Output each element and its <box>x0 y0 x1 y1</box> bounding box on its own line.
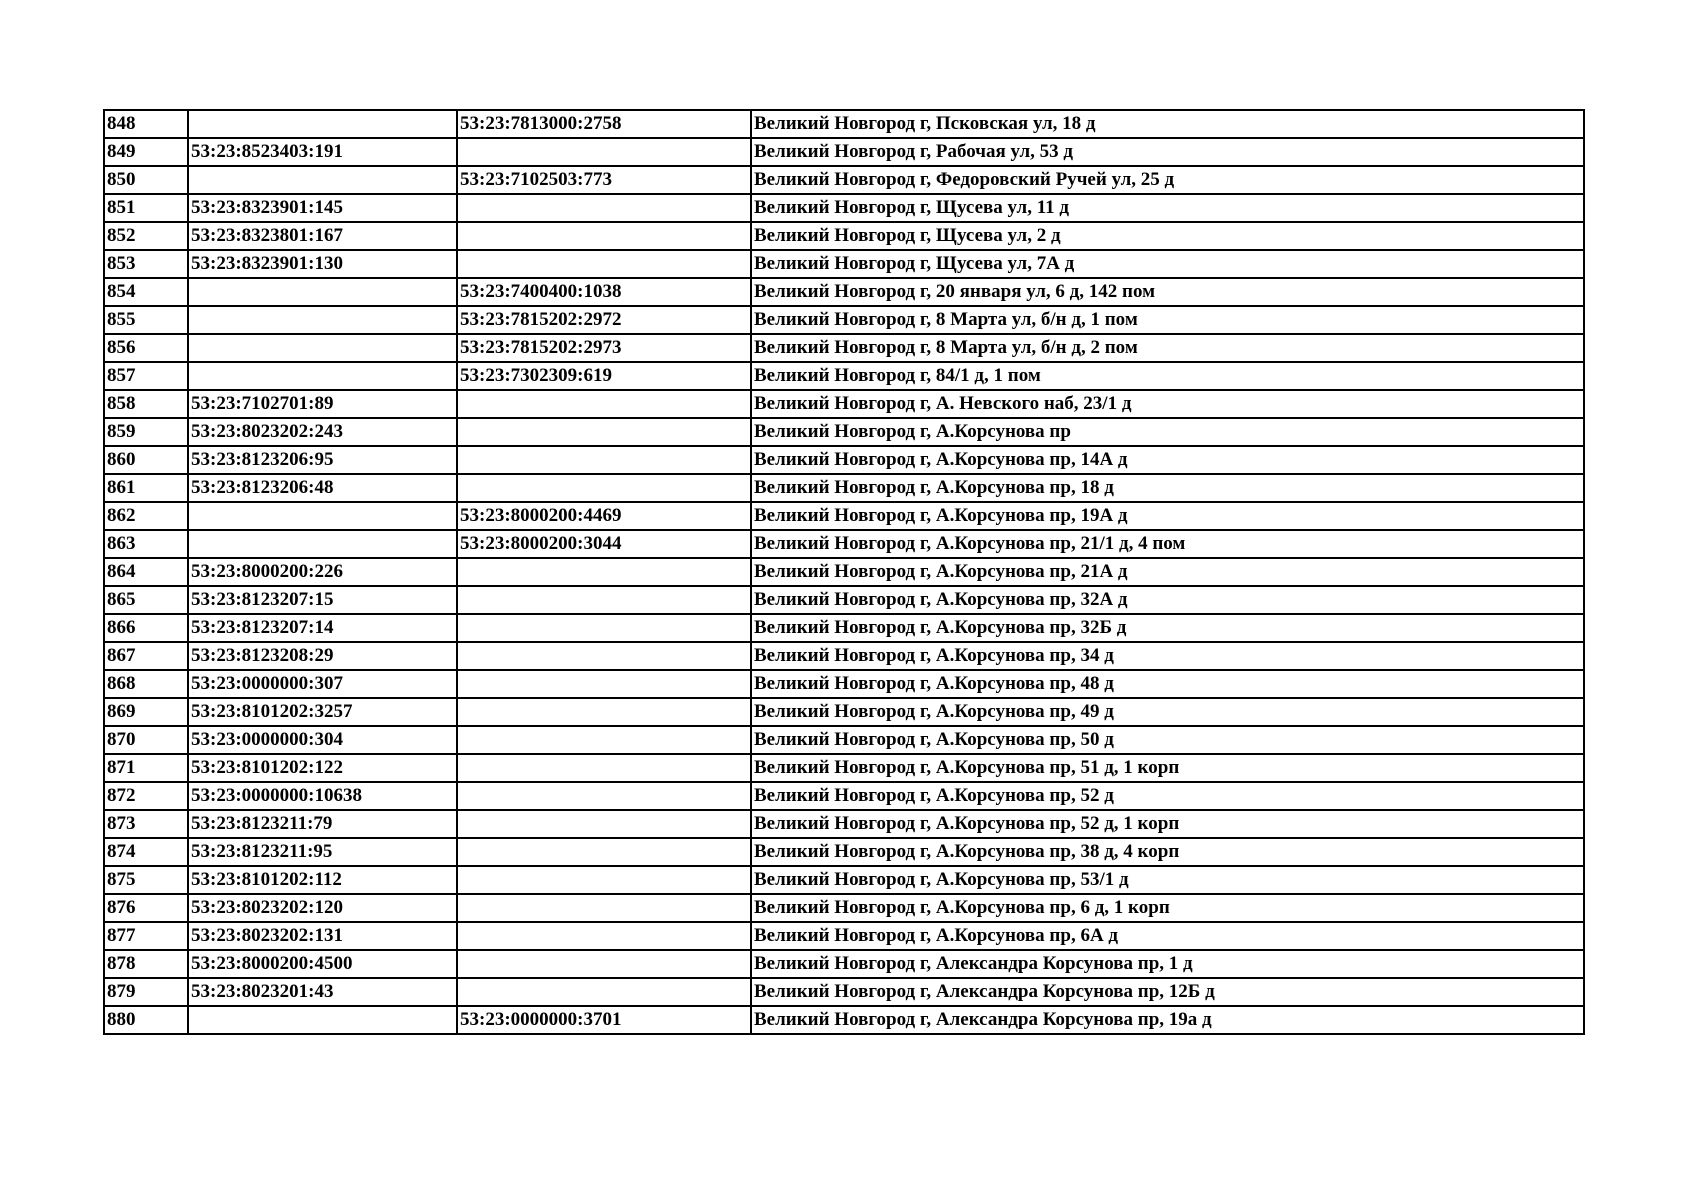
cadastral-number-alt-cell <box>457 894 751 922</box>
cadastral-number-alt-cell: 53:23:7302309:619 <box>457 362 751 390</box>
cadastral-number-cell: 53:23:8101202:112 <box>188 866 457 894</box>
row-number-cell: 874 <box>104 838 188 866</box>
address-cell: Великий Новгород г, А.Корсунова пр, 49 д <box>751 698 1584 726</box>
table-row <box>104 278 1584 306</box>
address-cell: Великий Новгород г, 20 января ул, 6 д, 142 пом <box>751 278 1584 306</box>
address-cell: Великий Новгород г, Александра Корсунова пр, 19а д <box>751 1006 1584 1034</box>
cadastral-number-alt-cell <box>457 558 751 586</box>
row-number-cell: 866 <box>104 614 188 642</box>
address-cell: Великий Новгород г, Щусева ул, 7А д <box>751 250 1584 278</box>
row-number-cell: 872 <box>104 782 188 810</box>
table-row <box>104 222 1584 250</box>
cadastral-number-alt-cell <box>457 446 751 474</box>
address-cell: Великий Новгород г, А.Корсунова пр, 48 д <box>751 670 1584 698</box>
address-cell: Великий Новгород г, А.Корсунова пр, 32Б д <box>751 614 1584 642</box>
cadastral-number-cell: 53:23:7102701:89 <box>188 390 457 418</box>
row-number-cell: 859 <box>104 418 188 446</box>
cadastral-number-alt-cell <box>457 782 751 810</box>
table-row <box>104 698 1584 726</box>
row-number-cell: 857 <box>104 362 188 390</box>
address-cell: Великий Новгород г, А.Корсунова пр, 18 д <box>751 474 1584 502</box>
address-cell: Великий Новгород г, Щусева ул, 2 д <box>751 222 1584 250</box>
cadastral-number-cell <box>188 1006 457 1034</box>
cadastral-number-alt-cell <box>457 138 751 166</box>
cadastral-number-cell <box>188 306 457 334</box>
row-number-cell: 873 <box>104 810 188 838</box>
table-row <box>104 614 1584 642</box>
cadastral-number-cell <box>188 530 457 558</box>
property-table <box>103 109 1585 1035</box>
cadastral-number-alt-cell <box>457 642 751 670</box>
cadastral-number-alt-cell: 53:23:7815202:2973 <box>457 334 751 362</box>
cadastral-number-cell: 53:23:8023201:43 <box>188 978 457 1006</box>
table-row <box>104 474 1584 502</box>
cadastral-number-cell: 53:23:8323901:145 <box>188 194 457 222</box>
row-number-cell: 862 <box>104 502 188 530</box>
address-cell: Великий Новгород г, А.Корсунова пр, 21/1 д, 4 пом <box>751 530 1584 558</box>
address-cell: Великий Новгород г, А.Корсунова пр, 38 д, 4 корп <box>751 838 1584 866</box>
table-row <box>104 166 1584 194</box>
cadastral-number-alt-cell: 53:23:7815202:2972 <box>457 306 751 334</box>
table-row <box>104 306 1584 334</box>
cadastral-number-cell: 53:23:8101202:122 <box>188 754 457 782</box>
row-number-cell: 875 <box>104 866 188 894</box>
row-number-cell: 850 <box>104 166 188 194</box>
document-page <box>103 109 1585 1035</box>
cadastral-number-alt-cell: 53:23:8000200:4469 <box>457 502 751 530</box>
table-row <box>104 390 1584 418</box>
address-cell: Великий Новгород г, А.Корсунова пр, 52 д, 1 корп <box>751 810 1584 838</box>
cadastral-number-alt-cell: 53:23:7400400:1038 <box>457 278 751 306</box>
cadastral-number-alt-cell: 53:23:8000200:3044 <box>457 530 751 558</box>
table-row <box>104 670 1584 698</box>
address-cell: Великий Новгород г, А.Корсунова пр, 21А д <box>751 558 1584 586</box>
row-number-cell: 879 <box>104 978 188 1006</box>
cadastral-number-alt-cell <box>457 866 751 894</box>
cadastral-number-cell: 53:23:8101202:3257 <box>188 698 457 726</box>
cadastral-number-alt-cell <box>457 474 751 502</box>
cadastral-number-cell <box>188 334 457 362</box>
table-row <box>104 110 1584 138</box>
row-number-cell: 880 <box>104 1006 188 1034</box>
cadastral-number-cell <box>188 110 457 138</box>
cadastral-number-cell: 53:23:0000000:304 <box>188 726 457 754</box>
cadastral-number-alt-cell <box>457 922 751 950</box>
address-cell: Великий Новгород г, Александра Корсунова пр, 12Б д <box>751 978 1584 1006</box>
address-cell: Великий Новгород г, А. Невского наб, 23/1 д <box>751 390 1584 418</box>
cadastral-number-cell: 53:23:8123206:95 <box>188 446 457 474</box>
table-row <box>104 194 1584 222</box>
cadastral-number-alt-cell <box>457 698 751 726</box>
address-cell: Великий Новгород г, А.Корсунова пр, 52 д <box>751 782 1584 810</box>
table-row <box>104 1006 1584 1034</box>
row-number-cell: 867 <box>104 642 188 670</box>
cadastral-number-alt-cell <box>457 810 751 838</box>
cadastral-number-cell: 53:23:8123206:48 <box>188 474 457 502</box>
table-row <box>104 810 1584 838</box>
cadastral-number-alt-cell <box>457 754 751 782</box>
cadastral-number-cell: 53:23:8023202:131 <box>188 922 457 950</box>
row-number-cell: 864 <box>104 558 188 586</box>
row-number-cell: 856 <box>104 334 188 362</box>
cadastral-number-alt-cell <box>457 418 751 446</box>
cadastral-number-cell <box>188 166 457 194</box>
row-number-cell: 868 <box>104 670 188 698</box>
cadastral-number-alt-cell <box>457 978 751 1006</box>
row-number-cell: 851 <box>104 194 188 222</box>
cadastral-number-alt-cell <box>457 950 751 978</box>
table-row <box>104 754 1584 782</box>
row-number-cell: 852 <box>104 222 188 250</box>
row-number-cell: 865 <box>104 586 188 614</box>
cadastral-number-cell: 53:23:8323901:130 <box>188 250 457 278</box>
table-row <box>104 558 1584 586</box>
cadastral-number-alt-cell <box>457 614 751 642</box>
cadastral-number-cell: 53:23:8123208:29 <box>188 642 457 670</box>
address-cell: Великий Новгород г, А.Корсунова пр, 34 д <box>751 642 1584 670</box>
address-cell: Великий Новгород г, Александра Корсунова пр, 1 д <box>751 950 1584 978</box>
address-cell: Великий Новгород г, Щусева ул, 11 д <box>751 194 1584 222</box>
cadastral-number-cell <box>188 362 457 390</box>
address-cell: Великий Новгород г, А.Корсунова пр, 50 д <box>751 726 1584 754</box>
row-number-cell: 858 <box>104 390 188 418</box>
address-cell: Великий Новгород г, Псковская ул, 18 д <box>751 110 1584 138</box>
address-cell: Великий Новгород г, А.Корсунова пр, 51 д, 1 корп <box>751 754 1584 782</box>
cadastral-number-alt-cell <box>457 222 751 250</box>
cadastral-number-alt-cell: 53:23:7813000:2758 <box>457 110 751 138</box>
address-cell: Великий Новгород г, Федоровский Ручей ул, 25 д <box>751 166 1584 194</box>
table-row <box>104 446 1584 474</box>
table-row <box>104 950 1584 978</box>
table-row <box>104 334 1584 362</box>
table-row <box>104 138 1584 166</box>
row-number-cell: 870 <box>104 726 188 754</box>
row-number-cell: 871 <box>104 754 188 782</box>
table-row <box>104 838 1584 866</box>
table-row <box>104 502 1584 530</box>
cadastral-number-alt-cell: 53:23:7102503:773 <box>457 166 751 194</box>
row-number-cell: 878 <box>104 950 188 978</box>
address-cell: Великий Новгород г, Рабочая ул, 53 д <box>751 138 1584 166</box>
cadastral-number-cell: 53:23:0000000:10638 <box>188 782 457 810</box>
cadastral-number-cell <box>188 502 457 530</box>
cadastral-number-cell: 53:23:8123211:95 <box>188 838 457 866</box>
row-number-cell: 876 <box>104 894 188 922</box>
row-number-cell: 863 <box>104 530 188 558</box>
table-row <box>104 922 1584 950</box>
cadastral-number-cell: 53:23:8000200:226 <box>188 558 457 586</box>
address-cell: Великий Новгород г, 8 Марта ул, б/н д, 2 пом <box>751 334 1584 362</box>
row-number-cell: 853 <box>104 250 188 278</box>
cadastral-number-alt-cell <box>457 390 751 418</box>
cadastral-number-cell: 53:23:8023202:243 <box>188 418 457 446</box>
address-cell: Великий Новгород г, А.Корсунова пр, 19А д <box>751 502 1584 530</box>
cadastral-number-alt-cell: 53:23:0000000:3701 <box>457 1006 751 1034</box>
cadastral-number-alt-cell <box>457 194 751 222</box>
row-number-cell: 877 <box>104 922 188 950</box>
address-cell: Великий Новгород г, А.Корсунова пр, 6А д <box>751 922 1584 950</box>
row-number-cell: 848 <box>104 110 188 138</box>
row-number-cell: 854 <box>104 278 188 306</box>
address-cell: Великий Новгород г, А.Корсунова пр <box>751 418 1584 446</box>
address-cell: Великий Новгород г, А.Корсунова пр, 14А д <box>751 446 1584 474</box>
cadastral-number-cell: 53:23:8123211:79 <box>188 810 457 838</box>
cadastral-number-cell <box>188 278 457 306</box>
cadastral-number-cell: 53:23:8000200:4500 <box>188 950 457 978</box>
address-cell: Великий Новгород г, 8 Марта ул, б/н д, 1 пом <box>751 306 1584 334</box>
cadastral-number-cell: 53:23:8123207:14 <box>188 614 457 642</box>
cadastral-number-alt-cell <box>457 670 751 698</box>
address-cell: Великий Новгород г, А.Корсунова пр, 32А д <box>751 586 1584 614</box>
cadastral-number-cell: 53:23:8523403:191 <box>188 138 457 166</box>
cadastral-number-alt-cell <box>457 838 751 866</box>
address-cell: Великий Новгород г, А.Корсунова пр, 53/1 д <box>751 866 1584 894</box>
table-row <box>104 362 1584 390</box>
address-cell: Великий Новгород г, А.Корсунова пр, 6 д, 1 корп <box>751 894 1584 922</box>
cadastral-number-cell: 53:23:8323801:167 <box>188 222 457 250</box>
row-number-cell: 860 <box>104 446 188 474</box>
table-row <box>104 418 1584 446</box>
table-row <box>104 894 1584 922</box>
table-row <box>104 530 1584 558</box>
cadastral-number-alt-cell <box>457 726 751 754</box>
cadastral-number-cell: 53:23:0000000:307 <box>188 670 457 698</box>
table-row <box>104 866 1584 894</box>
table-row <box>104 726 1584 754</box>
row-number-cell: 849 <box>104 138 188 166</box>
cadastral-number-alt-cell <box>457 586 751 614</box>
table-row <box>104 586 1584 614</box>
table-row <box>104 642 1584 670</box>
cadastral-number-cell: 53:23:8023202:120 <box>188 894 457 922</box>
row-number-cell: 861 <box>104 474 188 502</box>
row-number-cell: 855 <box>104 306 188 334</box>
address-cell: Великий Новгород г, 84/1 д, 1 пом <box>751 362 1584 390</box>
table-body <box>104 110 1584 1034</box>
cadastral-number-alt-cell <box>457 250 751 278</box>
row-number-cell: 869 <box>104 698 188 726</box>
table-row <box>104 978 1584 1006</box>
table-row <box>104 782 1584 810</box>
cadastral-number-cell: 53:23:8123207:15 <box>188 586 457 614</box>
table-row <box>104 250 1584 278</box>
